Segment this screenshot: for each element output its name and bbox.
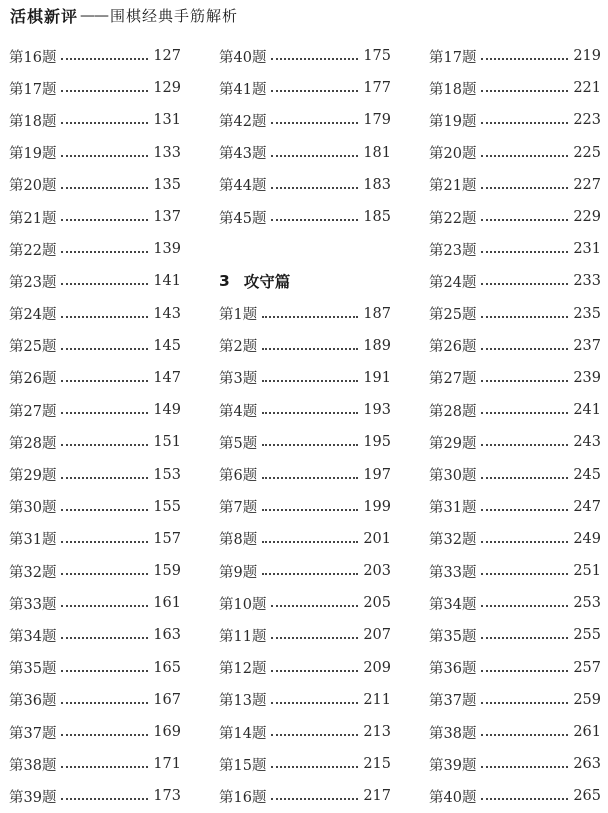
toc-column-1 [9, 40, 181, 813]
dot-leader [61, 541, 148, 543]
entry-label: 第14题 [219, 725, 267, 742]
toc-entry [9, 458, 181, 490]
toc-entry [219, 619, 391, 651]
entry-label: 第30题 [429, 468, 477, 485]
entry-page-number: 249 [573, 530, 601, 547]
dot-leader [262, 573, 358, 575]
dot-leader [481, 734, 568, 736]
entry-page-number: 167 [153, 691, 181, 708]
entry-page-number: 201 [363, 530, 391, 547]
toc-entry [219, 555, 391, 587]
toc-entry [9, 716, 181, 748]
entry-page-number: 145 [153, 337, 181, 354]
dot-leader [481, 380, 568, 382]
dot-leader [61, 477, 148, 479]
entry-page-number: 141 [153, 273, 181, 290]
dot-leader [271, 187, 358, 189]
toc-entry [9, 394, 181, 426]
entry-page-number: 129 [153, 80, 181, 97]
entry-label: 第34题 [429, 596, 477, 613]
dot-leader [481, 541, 568, 543]
entry-label: 第23题 [9, 274, 57, 291]
dot-leader [481, 766, 568, 768]
toc-entry [219, 137, 391, 169]
dot-leader [481, 155, 568, 157]
blank-spacer [219, 233, 391, 265]
entry-label: 第33题 [429, 564, 477, 581]
section-heading [219, 265, 391, 297]
dot-leader [262, 348, 358, 350]
toc-entry [429, 523, 601, 555]
dot-leader [271, 670, 358, 672]
entry-label: 第5题 [219, 435, 258, 452]
toc-entry [9, 298, 181, 330]
toc-entry [9, 491, 181, 523]
toc-entry [429, 716, 601, 748]
toc-entry [429, 233, 601, 265]
entry-label: 第31题 [429, 500, 477, 517]
dot-leader [61, 670, 148, 672]
dot-leader [271, 637, 358, 639]
dot-leader [61, 573, 148, 575]
entry-label: 第11题 [219, 628, 267, 645]
dot-leader [481, 316, 568, 318]
entry-page-number: 243 [573, 434, 601, 451]
dot-leader [262, 412, 358, 414]
entry-page-number: 157 [153, 530, 181, 547]
toc-entry [429, 426, 601, 458]
entry-label: 第36题 [429, 661, 477, 678]
entry-label: 第39题 [429, 757, 477, 774]
dot-leader [61, 219, 148, 221]
dot-leader [481, 637, 568, 639]
entry-page-number: 199 [363, 498, 391, 515]
toc-entry [429, 491, 601, 523]
entry-label: 第12题 [219, 661, 267, 678]
dot-leader [481, 412, 568, 414]
dot-leader [262, 477, 358, 479]
toc-entry [219, 298, 391, 330]
entry-label: 第20题 [9, 178, 57, 195]
entry-label: 第24题 [429, 274, 477, 291]
entry-page-number: 137 [153, 209, 181, 226]
entry-label: 第41题 [219, 81, 267, 98]
entry-label: 第29题 [429, 435, 477, 452]
dot-leader [481, 702, 568, 704]
toc-entry [429, 587, 601, 619]
entry-label: 第13题 [219, 693, 267, 710]
entry-page-number: 173 [153, 788, 181, 805]
dot-leader [262, 316, 358, 318]
toc-entry [9, 748, 181, 780]
dot-leader [61, 251, 148, 253]
entry-label: 第3题 [219, 371, 258, 388]
entry-label: 第16题 [219, 789, 267, 806]
toc-list-col3 [429, 40, 601, 813]
dot-leader [271, 219, 358, 221]
entry-page-number: 189 [363, 337, 391, 354]
entry-page-number: 197 [363, 466, 391, 483]
entry-label: 第38题 [9, 757, 57, 774]
toc-entry [429, 201, 601, 233]
entry-label: 第26题 [429, 339, 477, 356]
entry-page-number: 153 [153, 466, 181, 483]
dot-leader [61, 122, 148, 124]
entry-page-number: 163 [153, 627, 181, 644]
entry-page-number: 215 [363, 756, 391, 773]
entry-label: 第37题 [9, 725, 57, 742]
entry-label: 第2题 [219, 339, 258, 356]
entry-page-number: 221 [573, 80, 601, 97]
dot-leader [271, 605, 358, 607]
toc-entry [9, 169, 181, 201]
entry-page-number: 233 [573, 273, 601, 290]
toc-entry [219, 426, 391, 458]
entry-label: 第16题 [9, 49, 57, 66]
entry-page-number: 225 [573, 144, 601, 161]
dot-leader [262, 541, 358, 543]
entry-page-number: 245 [573, 466, 601, 483]
entry-page-number: 231 [573, 241, 601, 258]
toc-entry [219, 394, 391, 426]
entry-page-number: 229 [573, 209, 601, 226]
toc-entry [219, 458, 391, 490]
entry-label: 第15题 [219, 757, 267, 774]
entry-page-number: 207 [363, 627, 391, 644]
entry-page-number: 139 [153, 241, 181, 258]
toc-entry [9, 426, 181, 458]
dot-leader [61, 444, 148, 446]
entry-page-number: 177 [363, 80, 391, 97]
toc-list-col1 [9, 40, 181, 813]
title-separator: —— [80, 6, 109, 24]
entry-label: 第25题 [429, 307, 477, 324]
entry-label: 第23题 [429, 242, 477, 259]
dot-leader [61, 605, 148, 607]
entry-label: 第21题 [429, 178, 477, 195]
toc-entry [429, 780, 601, 812]
toc-entry [429, 40, 601, 72]
entry-page-number: 131 [153, 112, 181, 129]
entry-page-number: 237 [573, 337, 601, 354]
entry-page-number: 257 [573, 659, 601, 676]
entry-label: 第42题 [219, 113, 267, 130]
toc-entry [219, 362, 391, 394]
dot-leader [61, 412, 148, 414]
entry-label: 第9题 [219, 564, 258, 581]
entry-page-number: 259 [573, 691, 601, 708]
entry-page-number: 181 [363, 144, 391, 161]
entry-page-number: 183 [363, 176, 391, 193]
entry-label: 第32题 [9, 564, 57, 581]
toc-list-col2-top [219, 40, 391, 233]
entry-label: 第32题 [429, 532, 477, 549]
dot-leader [481, 444, 568, 446]
entry-label: 第17题 [9, 81, 57, 98]
toc-column-3 [429, 40, 601, 813]
dot-leader [481, 219, 568, 221]
toc-entry [219, 169, 391, 201]
toc-entry [9, 40, 181, 72]
dot-leader [481, 90, 568, 92]
entry-page-number: 263 [573, 756, 601, 773]
entry-label: 第29题 [9, 468, 57, 485]
entry-page-number: 191 [363, 369, 391, 386]
dot-leader [271, 734, 358, 736]
toc-entry [9, 652, 181, 684]
toc-entry [429, 169, 601, 201]
entry-label: 第27题 [9, 403, 57, 420]
dot-leader [61, 509, 148, 511]
entry-page-number: 143 [153, 305, 181, 322]
toc-entry [429, 555, 601, 587]
dot-leader [262, 444, 358, 446]
toc-entry [9, 587, 181, 619]
entry-label: 第40题 [219, 49, 267, 66]
toc-entry [429, 652, 601, 684]
entry-page-number: 255 [573, 627, 601, 644]
dot-leader [61, 283, 148, 285]
toc-entry [219, 491, 391, 523]
entry-page-number: 223 [573, 112, 601, 129]
dot-leader [61, 766, 148, 768]
dot-leader [271, 122, 358, 124]
dot-leader [271, 702, 358, 704]
dot-leader [481, 58, 568, 60]
entry-page-number: 219 [573, 48, 601, 65]
entry-label: 第45题 [219, 210, 267, 227]
toc-entry [429, 137, 601, 169]
entry-label: 第4题 [219, 403, 258, 420]
dot-leader [481, 509, 568, 511]
entry-page-number: 205 [363, 595, 391, 612]
entry-page-number: 135 [153, 176, 181, 193]
toc-entry [429, 72, 601, 104]
entry-label: 第1题 [219, 307, 258, 324]
toc-entry [219, 716, 391, 748]
entry-page-number: 171 [153, 756, 181, 773]
entry-label: 第22题 [9, 242, 57, 259]
entry-page-number: 159 [153, 563, 181, 580]
entry-label: 第28题 [9, 435, 57, 452]
toc-entry [9, 104, 181, 136]
entry-label: 第36题 [9, 693, 57, 710]
running-header [10, 2, 238, 28]
toc-list-col2-bottom [219, 298, 391, 813]
entry-page-number: 165 [153, 659, 181, 676]
entry-label: 第19题 [429, 113, 477, 130]
entry-page-number: 147 [153, 369, 181, 386]
entry-page-number: 211 [363, 691, 391, 708]
dot-leader [271, 58, 358, 60]
entry-page-number: 151 [153, 434, 181, 451]
entry-page-number: 253 [573, 595, 601, 612]
entry-label: 第43题 [219, 146, 267, 163]
toc-entry [219, 104, 391, 136]
entry-label: 第8题 [219, 532, 258, 549]
toc-entry [9, 684, 181, 716]
toc-entry [429, 330, 601, 362]
book-title: 围棋经典手筋解析 [110, 6, 239, 25]
toc-entry [429, 619, 601, 651]
dot-leader [61, 702, 148, 704]
series-title: 活棋新评 [10, 6, 79, 26]
entry-label: 第31题 [9, 532, 57, 549]
entry-page-number: 251 [573, 563, 601, 580]
dot-leader [271, 155, 358, 157]
toc-column-2 [219, 40, 391, 813]
entry-page-number: 179 [363, 112, 391, 129]
dot-leader [481, 283, 568, 285]
dot-leader [61, 798, 148, 800]
toc-entry [429, 298, 601, 330]
toc-entry [429, 394, 601, 426]
toc-entry [9, 523, 181, 555]
dot-leader [61, 348, 148, 350]
entry-label: 第30题 [9, 500, 57, 517]
dot-leader [61, 187, 148, 189]
entry-label: 第40题 [429, 789, 477, 806]
entry-label: 第34题 [9, 628, 57, 645]
dot-leader [271, 90, 358, 92]
toc-entry [219, 780, 391, 812]
dot-leader [481, 477, 568, 479]
toc-entry [219, 748, 391, 780]
entry-label: 第25题 [9, 339, 57, 356]
toc-entry [219, 523, 391, 555]
dot-leader [481, 187, 568, 189]
entry-page-number: 193 [363, 402, 391, 419]
dot-leader [481, 573, 568, 575]
entry-label: 第39题 [9, 789, 57, 806]
toc-entry [9, 137, 181, 169]
entry-label: 第18题 [429, 81, 477, 98]
entry-page-number: 133 [153, 144, 181, 161]
entry-label: 第22题 [429, 210, 477, 227]
entry-page-number: 149 [153, 402, 181, 419]
toc-entry [429, 684, 601, 716]
dot-leader [262, 509, 358, 511]
dot-leader [61, 380, 148, 382]
dot-leader [61, 155, 148, 157]
entry-label: 第38题 [429, 725, 477, 742]
entry-page-number: 195 [363, 434, 391, 451]
section-title: 攻守篇 [243, 273, 291, 292]
entry-page-number: 127 [153, 48, 181, 65]
toc-entry [9, 619, 181, 651]
entry-label: 第26题 [9, 371, 57, 388]
toc-entry [429, 104, 601, 136]
entry-page-number: 175 [363, 48, 391, 65]
entry-label: 第20题 [429, 146, 477, 163]
toc-entry [219, 587, 391, 619]
entry-label: 第10题 [219, 596, 267, 613]
entry-label: 第7题 [219, 500, 258, 517]
entry-page-number: 227 [573, 176, 601, 193]
toc-entry [9, 265, 181, 297]
entry-page-number: 209 [363, 659, 391, 676]
entry-label: 第18题 [9, 113, 57, 130]
toc-entry [9, 780, 181, 812]
dot-leader [61, 58, 148, 60]
entry-label: 第27题 [429, 371, 477, 388]
toc-entry [9, 233, 181, 265]
dot-leader [481, 605, 568, 607]
entry-page-number: 235 [573, 305, 601, 322]
entry-label: 第35题 [9, 661, 57, 678]
toc-entry [219, 684, 391, 716]
entry-label: 第6题 [219, 468, 258, 485]
entry-page-number: 239 [573, 369, 601, 386]
entry-label: 第21题 [9, 210, 57, 227]
dot-leader [481, 251, 568, 253]
section-number: 3 [219, 272, 230, 291]
dot-leader [271, 798, 358, 800]
entry-page-number: 213 [363, 724, 391, 741]
entry-page-number: 187 [363, 305, 391, 322]
toc-entry [429, 362, 601, 394]
dot-leader [61, 734, 148, 736]
entry-page-number: 203 [363, 563, 391, 580]
entry-page-number: 241 [573, 402, 601, 419]
dot-leader [61, 637, 148, 639]
dot-leader [262, 380, 358, 382]
entry-label: 第37题 [429, 693, 477, 710]
entry-page-number: 185 [363, 209, 391, 226]
toc-entry [9, 72, 181, 104]
dot-leader [481, 798, 568, 800]
dot-leader [481, 122, 568, 124]
toc-entry [429, 265, 601, 297]
toc-entry [219, 330, 391, 362]
entry-page-number: 169 [153, 724, 181, 741]
entry-page-number: 247 [573, 498, 601, 515]
toc-entry [9, 555, 181, 587]
entry-page-number: 161 [153, 595, 181, 612]
entry-label: 第17题 [429, 49, 477, 66]
entry-label: 第35题 [429, 628, 477, 645]
entry-label: 第19题 [9, 146, 57, 163]
dot-leader [481, 348, 568, 350]
toc-entry [219, 201, 391, 233]
entry-label: 第24题 [9, 307, 57, 324]
toc-entry [9, 201, 181, 233]
entry-label: 第44题 [219, 178, 267, 195]
toc-entry [219, 40, 391, 72]
toc-entry [429, 748, 601, 780]
toc-entry [219, 652, 391, 684]
entry-page-number: 261 [573, 724, 601, 741]
toc-entry [9, 330, 181, 362]
entry-page-number: 155 [153, 498, 181, 515]
entry-label: 第28题 [429, 403, 477, 420]
toc-entry [219, 72, 391, 104]
dot-leader [61, 316, 148, 318]
dot-leader [481, 670, 568, 672]
toc-entry [429, 458, 601, 490]
entry-page-number: 217 [363, 788, 391, 805]
entry-page-number: 265 [573, 788, 601, 805]
dot-leader [271, 766, 358, 768]
toc-entry [9, 362, 181, 394]
entry-label: 第33题 [9, 596, 57, 613]
dot-leader [61, 90, 148, 92]
